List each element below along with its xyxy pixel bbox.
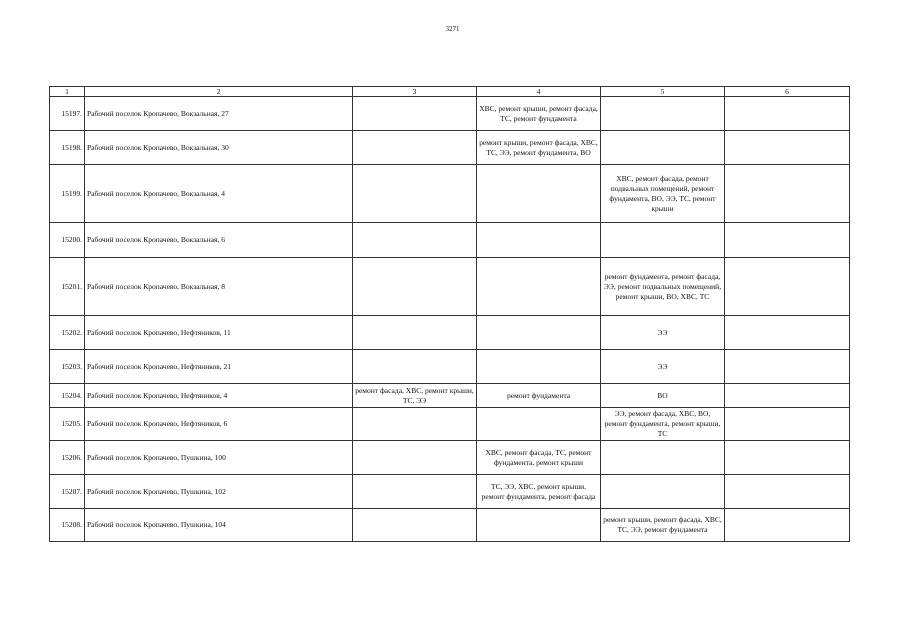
address-cell: Рабочий поселок Кропачево, Вокзальная, 6	[85, 223, 353, 258]
row-number: 15207.	[50, 475, 85, 509]
table-row	[50, 316, 850, 350]
works-cell-col6	[725, 165, 850, 223]
works-cell-col6	[725, 441, 850, 475]
address-cell: Рабочий поселок Кропачево, Нефтяников, 11	[85, 316, 353, 350]
works-cell-col5: ЭЭ	[601, 350, 725, 384]
works-cell-col3	[353, 316, 477, 350]
header-row	[50, 87, 850, 97]
address-cell: Рабочий поселок Кропачево, Нефтяников, 6	[85, 408, 353, 441]
works-cell-col6	[725, 223, 850, 258]
row-number: 15201.	[50, 258, 85, 316]
column-header: 2	[85, 87, 353, 97]
works-cell-col6	[725, 350, 850, 384]
table-row	[50, 384, 850, 408]
table-row	[50, 441, 850, 475]
works-cell-col6	[725, 475, 850, 509]
works-cell-col5	[601, 97, 725, 131]
address-cell: Рабочий поселок Кропачево, Вокзальная, 8	[85, 258, 353, 316]
page-number: 3271	[445, 25, 460, 33]
address-cell: Рабочий поселок Кропачево, Пушкина, 102	[85, 475, 353, 509]
table-row	[50, 350, 850, 384]
works-cell-col4	[477, 223, 601, 258]
table-row	[50, 97, 850, 131]
works-cell-col3	[353, 165, 477, 223]
address-cell: Рабочий поселок Кропачево, Вокзальная, 4	[85, 165, 353, 223]
row-number: 15205.	[50, 408, 85, 441]
works-table	[49, 86, 850, 542]
works-cell-col4: ХВС, ремонт фасада, ТС, ремонт фундамента, ремонт крыши	[477, 441, 601, 475]
works-cell-col4	[477, 408, 601, 441]
works-cell-col6	[725, 131, 850, 165]
works-cell-col4: ТС, ЭЭ, ХВС, ремонт крыши, ремонт фундамента, ремонт фасада	[477, 475, 601, 509]
works-cell-col3: ремонт фасада, ХВС, ремонт крыши, ТС, ЭЭ	[353, 384, 477, 408]
table-row	[50, 131, 850, 165]
works-cell-col4: ремонт крыши, ремонт фасада, ХВС, ТС, ЭЭ, ремонт фундамента, ВО	[477, 131, 601, 165]
address-cell: Рабочий поселок Кропачево, Пушкина, 104	[85, 509, 353, 542]
row-number: 15204.	[50, 384, 85, 408]
works-cell-col3	[353, 408, 477, 441]
works-cell-col5: ВО	[601, 384, 725, 408]
table-row	[50, 165, 850, 223]
table-row	[50, 408, 850, 441]
works-cell-col5: ремонт фундамента, ремонт фасада, ЭЭ, ремонт подвальных помещений, ремонт крыши, ВО, ХВС, ТС	[601, 258, 725, 316]
works-cell-col4: ремонт фундамента	[477, 384, 601, 408]
column-header: 5	[601, 87, 725, 97]
table-row	[50, 509, 850, 542]
works-cell-col3	[353, 258, 477, 316]
table-row	[50, 223, 850, 258]
column-header: 3	[353, 87, 477, 97]
table-row	[50, 475, 850, 509]
row-number: 15203.	[50, 350, 85, 384]
row-number: 15206.	[50, 441, 85, 475]
works-cell-col4	[477, 165, 601, 223]
works-cell-col3	[353, 441, 477, 475]
address-cell: Рабочий поселок Кропачево, Нефтяников, 4	[85, 384, 353, 408]
address-cell: Рабочий поселок Кропачево, Вокзальная, 30	[85, 131, 353, 165]
works-cell-col3	[353, 475, 477, 509]
works-cell-col3	[353, 350, 477, 384]
works-cell-col5	[601, 131, 725, 165]
works-cell-col3	[353, 509, 477, 542]
works-cell-col5: ЭЭ, ремонт фасада, ХВС, ВО, ремонт фундамента, ремонт крыши, ТС	[601, 408, 725, 441]
address-cell: Рабочий поселок Кропачево, Вокзальная, 27	[85, 97, 353, 131]
works-cell-col3	[353, 223, 477, 258]
works-cell-col5: ЭЭ	[601, 316, 725, 350]
works-cell-col5	[601, 475, 725, 509]
row-number: 15208.	[50, 509, 85, 542]
works-cell-col3	[353, 97, 477, 131]
works-cell-col6	[725, 384, 850, 408]
works-cell-col3	[353, 131, 477, 165]
works-cell-col6	[725, 97, 850, 131]
works-cell-col5	[601, 441, 725, 475]
works-cell-col4	[477, 509, 601, 542]
works-cell-col5: ХВС, ремонт фасада, ремонт подвальных помещений, ремонт фундамента, ВО, ЭЭ, ТС, ремонт крыши	[601, 165, 725, 223]
works-cell-col4	[477, 350, 601, 384]
works-cell-col5	[601, 223, 725, 258]
works-cell-col6	[725, 316, 850, 350]
works-cell-col4	[477, 258, 601, 316]
works-cell-col6	[725, 408, 850, 441]
works-cell-col6	[725, 258, 850, 316]
row-number: 15197.	[50, 97, 85, 131]
column-header: 6	[725, 87, 850, 97]
row-number: 15202.	[50, 316, 85, 350]
table-row	[50, 258, 850, 316]
address-cell: Рабочий поселок Кропачево, Пушкина, 100	[85, 441, 353, 475]
works-cell-col4: ХВС, ремонт крыши, ремонт фасада, ТС, ремонт фундамента	[477, 97, 601, 131]
works-cell-col4	[477, 316, 601, 350]
row-number: 15200.	[50, 223, 85, 258]
address-cell: Рабочий поселок Кропачево, Нефтяников, 21	[85, 350, 353, 384]
row-number: 15199.	[50, 165, 85, 223]
column-header: 4	[477, 87, 601, 97]
works-cell-col5: ремонт крыши, ремонт фасада, ХВС, ТС, ЭЭ, ремонт фундамента	[601, 509, 725, 542]
works-cell-col6	[725, 509, 850, 542]
column-header: 1	[50, 87, 85, 97]
row-number: 15198.	[50, 131, 85, 165]
